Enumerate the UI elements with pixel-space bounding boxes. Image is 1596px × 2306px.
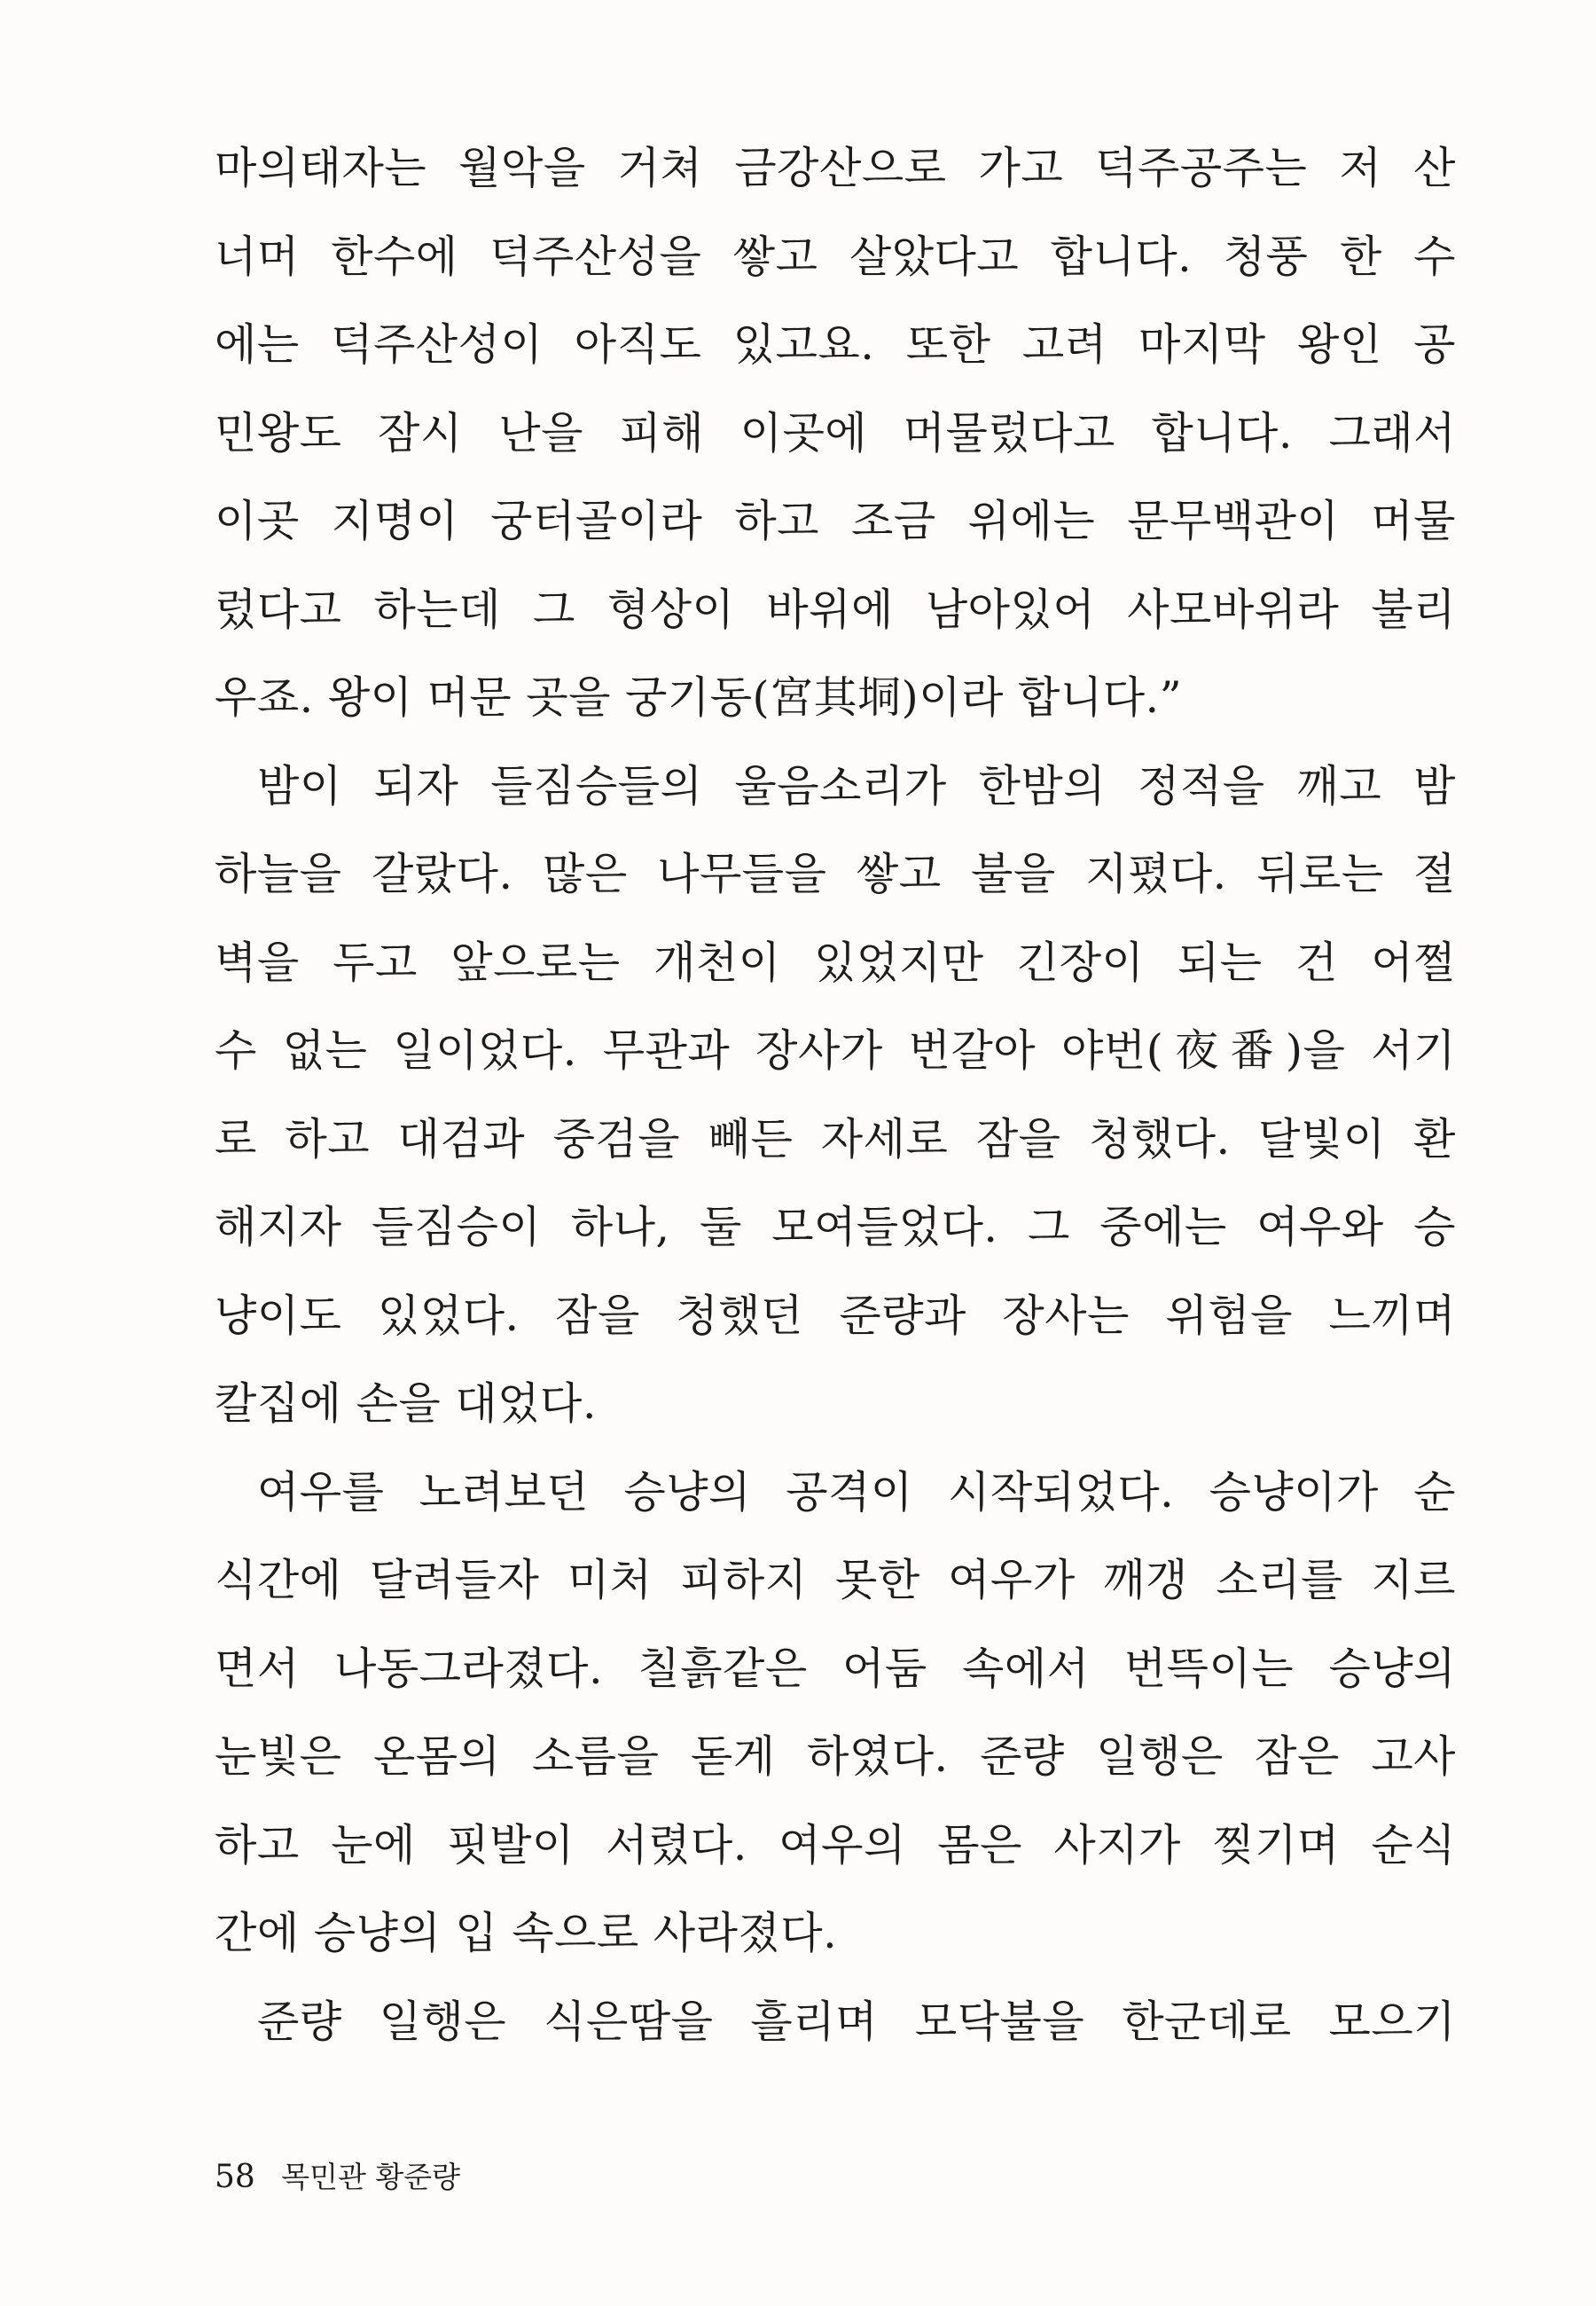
text-line: 간에 승냥의 입 속으로 사라졌다. — [215, 1908, 838, 1958]
text-line: 로 하고 대검과 중검을 빼든 자세로 잠을 청했다. 달빛이 환 — [215, 1113, 1456, 1165]
text-line: 이곳 지명이 궁터골이라 하고 조금 위에는 문무백관이 머물 — [215, 496, 1456, 546]
text-line: 민왕도 잠시 난을 피해 이곳에 머물렀다고 합니다. 그래서 — [215, 407, 1456, 459]
text-line: 에는 덕주산성이 아직도 있고요. 또한 고려 마지막 왕인 공 — [215, 319, 1456, 370]
running-title: 목민관 황준량 — [281, 2160, 461, 2194]
text-line: 하고 눈에 핏발이 서렸다. 여우의 몸은 사지가 찢기며 순식 — [215, 1819, 1456, 1871]
text-line: 렀다고 하는데 그 형상이 바위에 남아있어 사모바위라 불리 — [215, 584, 1456, 635]
text-line: 우죠. 왕이 머문 곳을 궁기동(宮其垌)이라 합니다.” — [215, 672, 1183, 723]
paragraph-start-line: 여우를 노려보던 승냥의 공격이 시작되었다. 승냥이가 순 — [257, 1466, 1456, 1518]
text-line: 식간에 달려들자 미처 피하지 못한 여우가 깨갱 소리를 지르 — [215, 1555, 1456, 1605]
paragraph-start-line: 준량 일행은 식은땀을 흘리며 모닥불을 한군데로 모으기 — [257, 1996, 1456, 2047]
text-line: 하늘을 갈랐다. 많은 나무들을 쌓고 불을 지폈다. 뒤로는 절 — [215, 849, 1456, 899]
page-footer — [215, 2155, 460, 2200]
text-line: 마의태자는 월악을 거쳐 금강산으로 가고 덕주공주는 저 산 — [215, 143, 1456, 193]
paragraph-start-line: 밤이 되자 들짐승들의 울음소리가 한밤의 정적을 깨고 밤 — [257, 760, 1456, 812]
page-number: 58 — [215, 2159, 255, 2195]
text-line: 벽을 두고 앞으로는 개천이 있었지만 긴장이 되는 건 어쩔 — [215, 937, 1456, 988]
body-text — [215, 124, 1456, 2066]
text-line: 눈빛은 온몸의 소름을 돋게 하였다. 준량 일행은 잠은 고사 — [215, 1731, 1456, 1782]
text-line: 칼집에 손을 대었다. — [215, 1378, 597, 1429]
text-line: 너머 한수에 덕주산성을 쌓고 살았다고 합니다. 청풍 한 수 — [215, 231, 1456, 282]
text-line: 면서 나동그라졌다. 칠흙같은 어둠 속에서 번뜩이는 승냥의 — [215, 1643, 1456, 1694]
text-line: 냥이도 있었다. 잠을 청했던 준량과 장사는 위험을 느끼며 — [215, 1290, 1456, 1341]
text-line: 수 없는 일이었다. 무관과 장사가 번갈아 야번(夜番)을 서기 — [215, 1025, 1456, 1076]
text-line: 해지자 들짐승이 하나, 둘 모여들었다. 그 중에는 여우와 승 — [215, 1202, 1456, 1252]
